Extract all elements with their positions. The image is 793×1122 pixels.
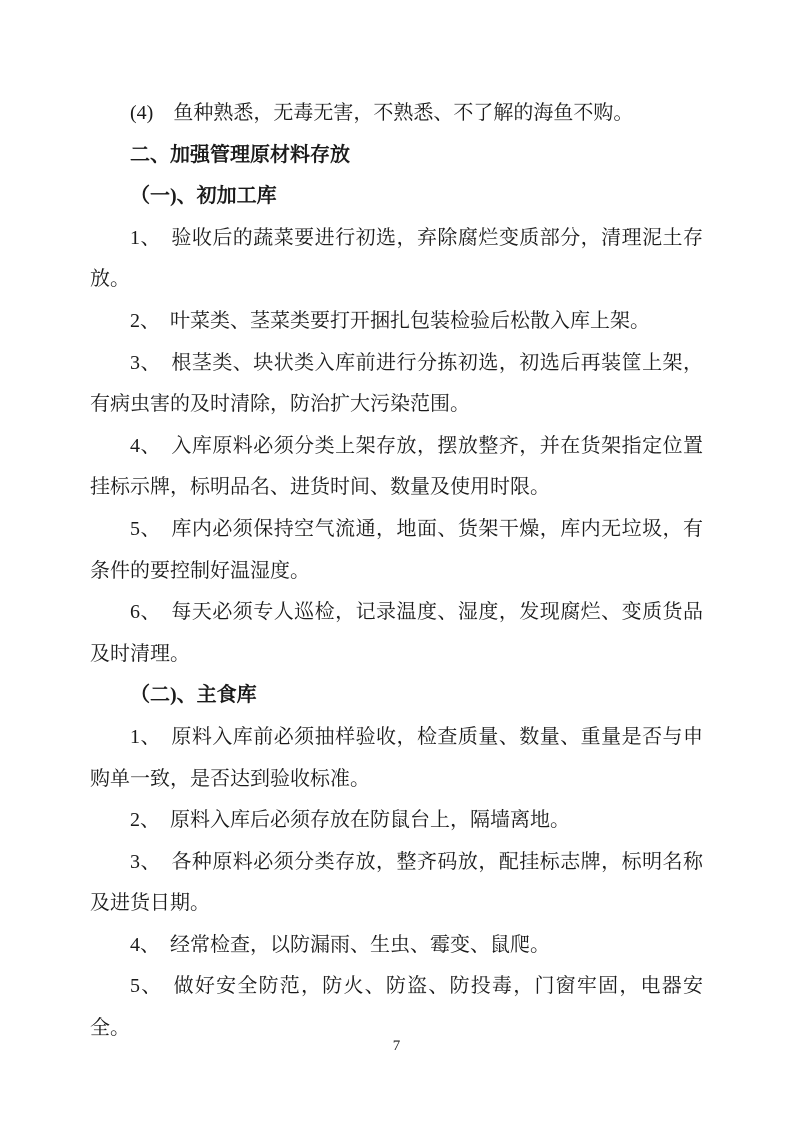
paragraph: 5、 做好安全防范，防火、防盗、防投毒，门窗牢固，电器安全。 [90,975,703,1040]
paragraph: 2、 原料入库后必须存放在防鼠台上，隔墙离地。 [130,809,570,832]
paragraph: 3、 各种原料必须分类存放，整齐码放，配挂标志牌，标明名称及进货日期。 [90,850,703,915]
section-heading: （二)、主食库 [130,684,257,707]
paragraph: 2、 叶菜类、茎菜类要打开捆扎包装检验后松散入库上架。 [130,309,650,332]
paragraph: 4、 入库原料必须分类上架存放，摆放整齐，并在货架指定位置挂标示牌，标明品名、进货时间、数量及使用时限。 [90,434,703,499]
paragraph: 5、 库内必须保持空气流通，地面、货架干燥，库内无垃圾，有条件的要控制好温湿度。 [90,517,703,582]
paragraph: 1、 验收后的蔬菜要进行初选，弃除腐烂变质部分，清理泥土存放。 [90,226,703,291]
document-body [90,93,703,1050]
section-heading: （一)、初加工库 [130,185,277,208]
section-heading: 二、加强管理原材料存放 [130,143,350,166]
page-number: 7 [392,1038,401,1054]
paragraph: 6、 每天必须专人巡检，记录温度、湿度，发现腐烂、变质货品及时清理。 [90,601,703,665]
paragraph: 4、 经常检查，以防漏雨、生虫、霉变、鼠爬。 [130,933,550,956]
paragraph: 1、 原料入库前必须抽样验收，检查质量、数量、重量是否与申购单一致，是否达到验收标准。 [90,725,703,790]
paragraph: (4) 鱼种熟悉，无毒无害，不熟悉、不了解的海鱼不购。 [130,102,634,124]
paragraph: 3、 根茎类、块状类入库前进行分拣初选，初选后再装筐上架，有病虫害的及时清除，防治扩大污染范围。 [90,351,703,416]
